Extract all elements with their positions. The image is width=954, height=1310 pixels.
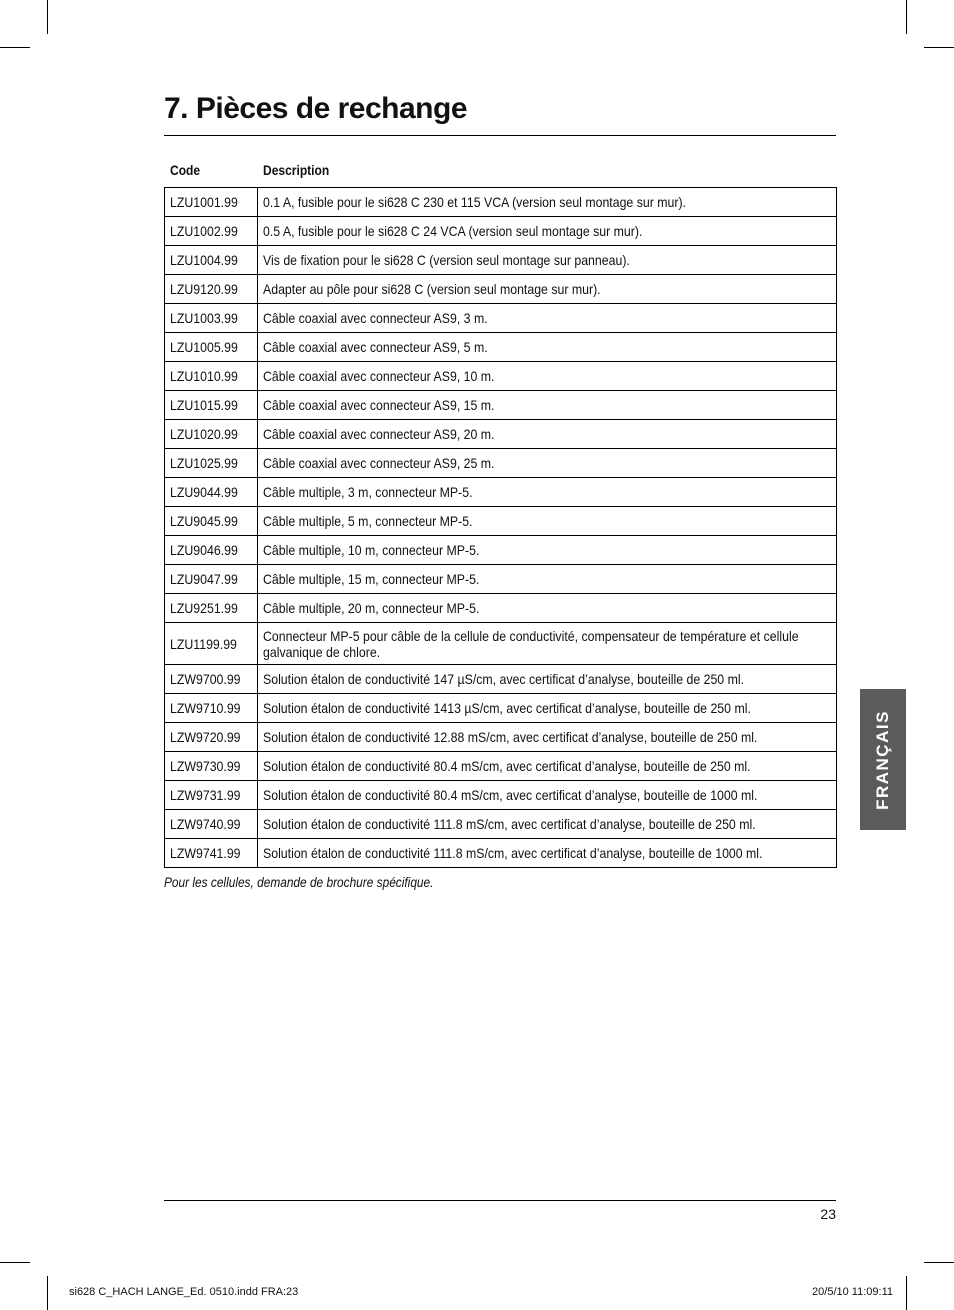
part-code-cell xyxy=(165,781,258,810)
language-tab-label: FRANÇAIS xyxy=(873,709,892,810)
header-code: Code xyxy=(170,162,201,178)
part-description-cell xyxy=(258,333,837,362)
part-code: LZU1199.99 xyxy=(170,635,237,652)
footer-rule xyxy=(164,1200,836,1201)
part-description: 0.5 A, fusible pour le si628 C 24 VCA (version seul montage sur mur). xyxy=(263,223,643,239)
part-code-cell xyxy=(165,810,258,839)
part-description-cell xyxy=(258,623,837,665)
part-description: Câble multiple, 10 m, connecteur MP-5. xyxy=(263,542,480,558)
part-description: Câble coaxial avec connecteur AS9, 15 m. xyxy=(263,397,495,413)
part-code: LZU1020.99 xyxy=(170,426,238,442)
table-row xyxy=(165,391,837,420)
part-description: Câble multiple, 5 m, connecteur MP-5. xyxy=(263,513,473,529)
part-code: LZU1004.99 xyxy=(170,252,238,268)
part-description-cell xyxy=(258,217,837,246)
part-code: LZW9741.99 xyxy=(170,845,241,861)
part-code-cell xyxy=(165,752,258,781)
part-code: LZU9047.99 xyxy=(170,571,238,587)
part-code-cell xyxy=(165,391,258,420)
part-description: Solution étalon de conductivité 12.88 mS/cm, avec certificat d’analyse, bouteille de 250 ml. xyxy=(263,729,758,745)
part-description: Solution étalon de conductivité 111.8 mS/cm, avec certificat d’analyse, bouteille de 1000 ml. xyxy=(263,845,763,861)
table-row xyxy=(165,246,837,275)
table-row xyxy=(165,333,837,362)
print-slug-date: 20/5/10 11:09:11 xyxy=(812,1286,893,1298)
part-description-cell xyxy=(258,420,837,449)
part-description: Câble coaxial avec connecteur AS9, 5 m. xyxy=(263,339,488,355)
part-description: Solution étalon de conductivité 80.4 mS/cm, avec certificat d’analyse, bouteille de 1000 ml. xyxy=(263,787,758,803)
table-row xyxy=(165,188,837,217)
part-code: LZU9044.99 xyxy=(170,484,238,500)
part-code-cell xyxy=(165,420,258,449)
part-description-cell xyxy=(258,781,837,810)
part-code: LZU1010.99 xyxy=(170,368,238,384)
part-code-cell xyxy=(165,565,258,594)
crop-mark xyxy=(47,1276,48,1310)
part-description-cell xyxy=(258,665,837,694)
part-code-cell xyxy=(165,536,258,565)
part-description: Câble coaxial avec connecteur AS9, 10 m. xyxy=(263,368,495,384)
part-code-cell xyxy=(165,333,258,362)
part-description-cell xyxy=(258,507,837,536)
footnote: Pour les cellules, demande de brochure spécifique. xyxy=(164,875,434,890)
crop-mark xyxy=(906,0,907,34)
part-code: LZU9046.99 xyxy=(170,542,238,558)
part-code-cell xyxy=(165,507,258,536)
title-rule xyxy=(164,135,836,136)
table-row xyxy=(165,594,837,623)
crop-mark xyxy=(47,0,48,34)
part-code-cell xyxy=(165,449,258,478)
part-description-cell xyxy=(258,839,837,868)
part-code: LZW9740.99 xyxy=(170,816,241,832)
part-description-cell xyxy=(258,449,837,478)
part-description: Câble coaxial avec connecteur AS9, 20 m. xyxy=(263,426,495,442)
part-description-cell xyxy=(258,188,837,217)
part-code: LZU1005.99 xyxy=(170,339,238,355)
crop-mark xyxy=(0,1262,30,1263)
part-description: Solution étalon de conductivité 147 µS/cm, avec certificat d’analyse, bouteille de 250 ml. xyxy=(263,671,745,687)
print-slug-file: si628 C_HACH LANGE_Ed. 0510.indd FRA:23 xyxy=(69,1286,299,1298)
crop-mark xyxy=(924,47,954,48)
page-title: 7. Pièces de rechange xyxy=(164,92,468,125)
header-description: Description xyxy=(263,162,330,178)
part-description: Solution étalon de conductivité 111.8 mS/cm, avec certificat d’analyse, bouteille de 250 ml. xyxy=(263,816,756,832)
part-code-cell xyxy=(165,362,258,391)
table-row xyxy=(165,810,837,839)
part-code: LZU9120.99 xyxy=(170,281,238,297)
part-description-cell xyxy=(258,362,837,391)
part-code-cell xyxy=(165,188,258,217)
part-code: LZU1003.99 xyxy=(170,310,238,326)
part-code-cell xyxy=(165,217,258,246)
part-description: Câble multiple, 20 m, connecteur MP-5. xyxy=(263,600,480,616)
crop-mark xyxy=(906,1276,907,1310)
part-code: LZU9045.99 xyxy=(170,513,238,529)
table-row xyxy=(165,507,837,536)
part-code-cell xyxy=(165,478,258,507)
part-description-cell xyxy=(258,275,837,304)
spare-parts-table xyxy=(164,187,837,868)
table-header xyxy=(164,162,836,186)
part-code: LZU1002.99 xyxy=(170,223,238,239)
part-code: LZW9700.99 xyxy=(170,671,241,687)
part-code-cell xyxy=(165,623,258,665)
part-description-cell xyxy=(258,752,837,781)
table-row xyxy=(165,536,837,565)
page-number: 23 xyxy=(820,1206,836,1222)
part-code: LZU1001.99 xyxy=(170,194,238,210)
part-description: Solution étalon de conductivité 1413 µS/cm, avec certificat d’analyse, bouteille de 250 ml. xyxy=(263,700,751,716)
part-description-cell xyxy=(258,810,837,839)
table-row xyxy=(165,694,837,723)
part-description-cell xyxy=(258,565,837,594)
table-row xyxy=(165,752,837,781)
part-code: LZU9251.99 xyxy=(170,600,238,616)
part-code-cell xyxy=(165,246,258,275)
part-description: Adapter au pôle pour si628 C (version seul montage sur mur). xyxy=(263,281,601,297)
table-row xyxy=(165,723,837,752)
part-description: Solution étalon de conductivité 80.4 mS/cm, avec certificat d’analyse, bouteille de 250 ml. xyxy=(263,758,751,774)
part-description-cell xyxy=(258,478,837,507)
part-code: LZW9720.99 xyxy=(170,729,241,745)
part-code-cell xyxy=(165,594,258,623)
table-row xyxy=(165,839,837,868)
part-description-cell xyxy=(258,536,837,565)
part-code: LZU1025.99 xyxy=(170,455,238,471)
part-description: Câble coaxial avec connecteur AS9, 3 m. xyxy=(263,310,488,326)
part-description-cell xyxy=(258,694,837,723)
part-description-cell xyxy=(258,304,837,333)
table-row xyxy=(165,275,837,304)
crop-mark xyxy=(924,1262,954,1263)
part-description: Câble multiple, 15 m, connecteur MP-5. xyxy=(263,571,480,587)
part-description: 0.1 A, fusible pour le si628 C 230 et 115 VCA (version seul montage sur mur). xyxy=(263,194,686,210)
table-row xyxy=(165,217,837,246)
table-row xyxy=(165,623,837,665)
part-code-cell xyxy=(165,665,258,694)
table-row xyxy=(165,304,837,333)
part-description-cell xyxy=(258,246,837,275)
table-row xyxy=(165,362,837,391)
part-code-cell xyxy=(165,723,258,752)
part-code: LZU1015.99 xyxy=(170,397,238,413)
part-description: Connecteur MP-5 pour câble de la cellule de conductivité, compensateur de température et cellule galvanique de chlore. xyxy=(263,627,799,660)
part-code-cell xyxy=(165,839,258,868)
language-tab xyxy=(860,689,906,830)
part-code-cell xyxy=(165,275,258,304)
part-code-cell xyxy=(165,694,258,723)
part-description: Câble multiple, 3 m, connecteur MP-5. xyxy=(263,484,473,500)
table-row xyxy=(165,478,837,507)
part-code: LZW9731.99 xyxy=(170,787,241,803)
part-description: Vis de fixation pour le si628 C (version seul montage sur panneau). xyxy=(263,252,630,268)
part-description: Câble coaxial avec connecteur AS9, 25 m. xyxy=(263,455,495,471)
table-row xyxy=(165,449,837,478)
part-description-cell xyxy=(258,723,837,752)
part-code: LZW9730.99 xyxy=(170,758,241,774)
part-description-cell xyxy=(258,594,837,623)
part-code: LZW9710.99 xyxy=(170,700,241,716)
table-row xyxy=(165,565,837,594)
part-description-cell xyxy=(258,391,837,420)
table-row xyxy=(165,420,837,449)
crop-mark xyxy=(0,47,30,48)
table-row xyxy=(165,781,837,810)
table-row xyxy=(165,665,837,694)
part-code-cell xyxy=(165,304,258,333)
